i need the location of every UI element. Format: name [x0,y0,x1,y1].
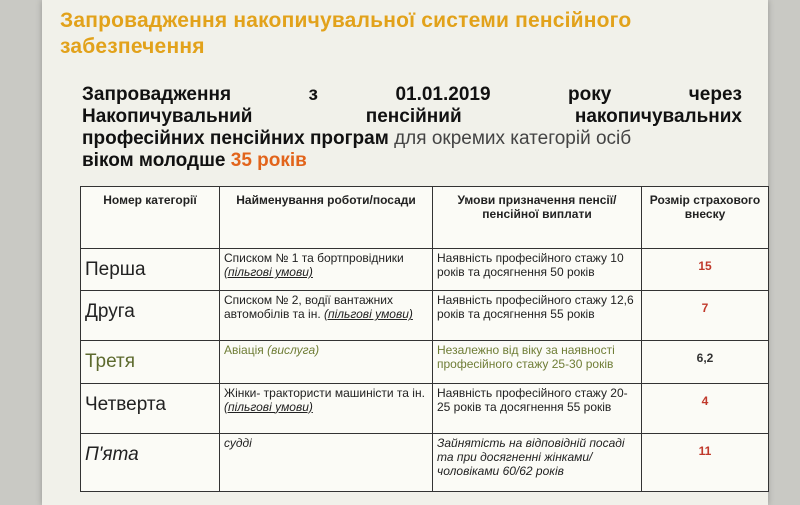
row-job: Авіація (вислуга) [220,341,433,383]
row-job: Списком № 1 та бортпровідники (пільгові умови) [220,249,433,291]
intro-line-3-bold: професійних пенсійних програм [82,128,389,149]
header-category: Номер категорії [81,187,220,249]
row-job: Списком № 2, водії вантажних автомобілів та ін. (пільгові умови) [220,291,433,341]
row-rate: 11 [642,433,769,491]
row-condition: Незалежно від віку за наявності професійного стажу 25-30 років [433,341,642,383]
row-condition: Зайнятість на відповідній посаді та при досягненні жінками/чоловіками 60/62 років [433,433,642,491]
row-category: Перша [81,249,220,291]
row-rate: 7 [642,291,769,341]
row-condition: Наявність професійного стажу 10 років та досягнення 50 років [433,249,642,291]
intro-age-highlight: 35 років [230,150,307,171]
row-category: П'ята [81,433,220,491]
intro-text [82,84,742,172]
intro-line-3-normal: для окремих категорій осіб [394,128,632,149]
row-category: Четверта [81,383,220,433]
row-condition: Наявність професійного стажу 20-25 років та досягнення 55 років [433,383,642,433]
table-row [81,341,769,383]
intro-line-4-bold: віком молодше [82,150,226,171]
row-category: Друга [81,291,220,341]
row-job: Жінки- трактористи машиністи та ін. (пільгові умови) [220,383,433,433]
row-condition: Наявність професійного стажу 12,6 років та досягнення 55 років [433,291,642,341]
table-row [81,383,769,433]
categories-table [80,186,769,492]
table-row [81,291,769,341]
intro-line-1: Запровадження з 01.01.2019 року через [82,84,742,105]
row-category: Третя [81,341,220,383]
row-job: судді [220,433,433,491]
table-row [81,249,769,291]
slide [42,0,768,505]
row-rate: 15 [642,249,769,291]
row-rate: 6,2 [642,341,769,383]
header-job: Найменування роботи/посади [220,187,433,249]
table-header-row [81,187,769,249]
header-rate: Розмір страхового внеску [642,187,769,249]
table-row [81,433,769,491]
slide-title: Запровадження накопичувальної системи пенсійного забезпечення [60,9,632,58]
intro-line-2: Накопичувальний пенсійний накопичувальних [82,106,742,127]
row-rate: 4 [642,383,769,433]
header-condition: Умови призначення пенсії/пенсійної виплати [433,187,642,249]
